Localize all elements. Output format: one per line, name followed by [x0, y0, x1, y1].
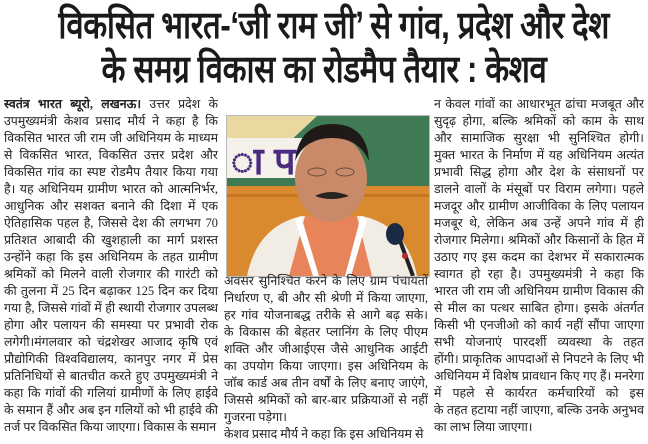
- article-line: ऐतिहासिक पहल है, जिससे देश की लगभग 70: [4, 216, 218, 230]
- article-line: उपमुख्यमंत्री केशव प्रसाद मौर्य ने कहा है कि: [4, 114, 218, 128]
- article-line: शक्ति और जीआईएस जैसे आधुनिक आईटी: [224, 342, 428, 356]
- article-line: है। यह अधिनियम ग्रामीण भारत को आत्मनिर्भर,: [4, 182, 218, 196]
- article-line: होंगी। प्राकृतिक आपदाओं से निपटने के लिए भी: [434, 352, 644, 366]
- article-line: का उपयोग किया जाएगा। इस अधिनियम के: [224, 359, 428, 373]
- article-line: गुजरना पड़ेगा।: [224, 410, 287, 424]
- article-column-middle: [224, 273, 428, 443]
- article-line: प्रतिशत आबादी की खुशहाली का मार्ग प्रशस्त: [4, 233, 218, 247]
- headline-line-1: विकसित भारत-‘जी राम जी’ से गांव, प्रदेश और देश: [58, 5, 610, 47]
- article-line: प्रभावी सिद्ध होगा और देश के संसाधनों पर: [434, 165, 644, 179]
- article-line: होगा और पलायन की समस्या पर प्रभावी रोक: [4, 318, 218, 332]
- article-line: और सामाजिक सुरक्षा भी सुनिश्चित होगी।: [434, 131, 644, 145]
- article-line: अवसर सुनिश्चित करने के लिए ग्राम पंचायतों: [224, 274, 428, 288]
- article-line: किसी भी एनजीओ को कार्य नहीं सौंपा जाएगा: [434, 318, 644, 332]
- byline: स्वतंत्र भारत ब्यूरो, लखनऊ।: [4, 97, 142, 111]
- article-line: गया है, जिससे गांवों में ही स्थायी रोजगार उपलब्ध: [4, 301, 218, 315]
- article-line: के समान हैं और अब इन गलियों को भी हाईवे की: [4, 403, 218, 417]
- article-line: विकसित गांव का स्पष्ट रोडमैप तैयार किया गया: [4, 165, 218, 179]
- article-line: लगेगी।मंगलवार को चंद्रशेखर आजाद कृषि एवं: [4, 335, 218, 349]
- article-line: न केवल गांवों का आधारभूत ढांचा मजबूत और: [434, 97, 644, 111]
- article-line: केशव प्रसाद मौर्य ने कहा कि इस अधिनियम से: [224, 427, 424, 441]
- article-line: उन्होंने कहा कि इस अधिनियम के तहत ग्रामीण: [4, 250, 218, 264]
- article-column-right: [434, 96, 644, 436]
- article-line: जॉब कार्ड अब तीन वर्षों के लिए बनाए जाएंगे,: [224, 376, 428, 390]
- article-line: रोजगार मिलेगा। श्रमिकों और किसानों के हित में: [434, 233, 644, 247]
- article-line: विकसित भारत जी राम जी अधिनियम के माध्यम: [4, 131, 218, 145]
- headline-line-2: के समग्र विकास का रोडमैप तैयार : केशव: [101, 49, 547, 91]
- article-line: भारत जी राम जी अधिनियम ग्रामीण विकास की: [434, 284, 644, 298]
- article-line: जिससे श्रमिकों को बार-बार प्रक्रियाओं से नहीं: [224, 393, 428, 407]
- article-line: से विकसित भारत, विकसित उत्तर प्रदेश और: [4, 148, 218, 162]
- article-line: मुक्त भारत के निर्माण में यह अधिनियम अत्यंत: [434, 148, 644, 162]
- news-photo: [226, 115, 430, 277]
- article-line: कहा कि गांवों की गलियां ग्रामीणों के लिए हाईवे: [4, 386, 218, 400]
- article-line: आधुनिक और सशक्त बनाने की दिशा में एक: [4, 199, 218, 213]
- article-line: सुदृढ़ होगा, बल्कि श्रमिकों को काम के साथ: [434, 114, 644, 128]
- article-line: में पहले से कार्यरत कर्मचारियों को इस: [434, 386, 644, 400]
- article-line: मजबूर थे, लेकिन अब उन्हें अपने गांव में ही: [434, 216, 644, 230]
- article-line: मजदूर और ग्रामीण आजीविका के लिए पलायन: [434, 199, 644, 213]
- article-line: के विकास की बेहतर प्लानिंग के लिए पीएम: [224, 325, 428, 339]
- article-line: उठाए गए इस कदम का देशभर में सकारात्मक: [434, 250, 644, 264]
- article-line: डालने वालों के मंसूबों पर विराम लगेगा। पहले: [434, 182, 644, 196]
- article-line: प्रतिनिधियों से बातचीत करते हुए उपमुख्यमंत्री ने: [4, 369, 218, 383]
- photo-speaker-image: [227, 116, 429, 276]
- article-line: स्वतंत्र भारत ब्यूरो, लखनऊ। उत्तर प्रदेश के: [4, 97, 218, 111]
- article-line: तर्ज पर विकसित किया जाएगा। विकास के समान: [4, 420, 217, 434]
- article-line: से मील का पत्थर साबित होगा। इसके अंतर्गत: [434, 301, 644, 315]
- headline: [0, 4, 648, 92]
- article-line: की तुलना में 25 दिन बढ़ाकर 125 दिन कर दिया: [4, 284, 218, 298]
- article-line: श्रमिकों को मिलने वाली रोजगार की गारंटी को: [4, 267, 218, 281]
- article-line: के तहत हटाया नहीं जाएगा, बल्कि उनके अनुभव: [434, 403, 644, 417]
- article-column-left: [4, 96, 218, 436]
- article-line: हर गांव योजनाबद्ध तरीके से आगे बढ़ सके।: [224, 308, 428, 322]
- photo-banner-text: ा प: [231, 141, 296, 183]
- article-line: निर्धारण ए, बी और सी श्रेणी में किया जाएगा,: [224, 291, 428, 305]
- article-line: स्वागत हो रहा है। उपमुख्यमंत्री ने कहा कि: [434, 267, 644, 281]
- article-line: प्रौद्योगिकी विश्वविद्यालय, कानपुर नगर में प्रेस: [4, 352, 218, 366]
- article-line: का लाभ लिया जाएगा।: [434, 420, 533, 434]
- article-line: सभी योजनाएं पारदर्शी व्यवस्था के तहत: [434, 335, 644, 349]
- article-line: अधिनियम में विशेष प्रावधान किए गए हैं। मनरेगा: [434, 369, 644, 383]
